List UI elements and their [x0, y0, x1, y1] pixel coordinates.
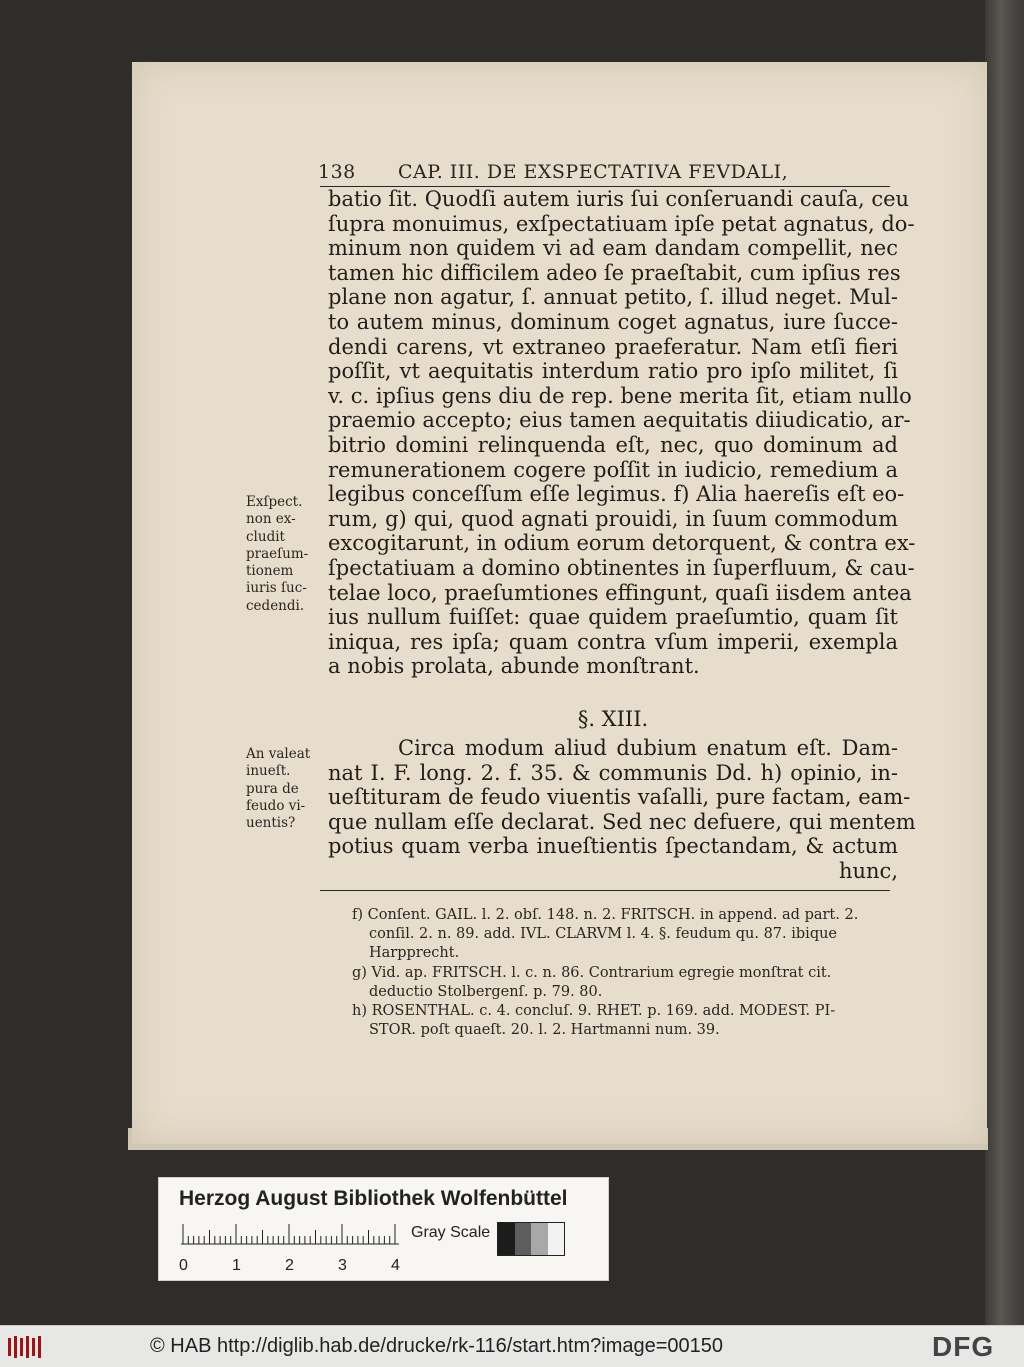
text-line: hunc,	[838, 858, 898, 883]
text-line: excogitarunt, in odium eorum detorquent, & contra ex-	[328, 531, 916, 556]
margin-note-1	[246, 494, 324, 615]
hab-logo-icon	[6, 1334, 46, 1360]
ruler-number: 4	[391, 1257, 400, 1274]
text-line: ſupra monuimus, exſpectatiuam ipſe petat agnatus, do-	[328, 211, 915, 236]
library-label-card	[158, 1177, 609, 1281]
copyright-link[interactable]: © HAB http://diglib.hab.de/drucke/rk-116/start.htm?image=00150	[150, 1335, 724, 1357]
text-line: ueſtituram de feudo viuentis vaſalli, pure factam, eam-	[328, 785, 911, 810]
footnote-line: STOR. poſt quaeſt. 20. l. 2. Hartmanni num. 39.	[369, 1022, 720, 1039]
ruler-number: 3	[338, 1257, 347, 1274]
text-line: minum non quidem vi ad eam dandam compellit, nec	[328, 236, 898, 261]
margin-note-2	[246, 746, 324, 832]
text-line: batio ſit. Quodſi autem iuris ſui conſeruandi cauſa, ceu	[328, 187, 910, 211]
text-line: legibus conceſſum eſſe legimus. f) Alia haereſis eſt eo-	[328, 482, 905, 507]
book-edge	[985, 0, 1024, 1325]
section-heading: §. XIII.	[577, 707, 649, 731]
margin-note-line: Exſpect.	[246, 494, 303, 510]
footnote-line: f) Conſent. GAIL. l. 2. obſ. 148. n. 2. FRITSCH. in append. ad part. 2.	[352, 907, 859, 923]
margin-note-line: pura de	[246, 780, 299, 797]
text-line: to autem minus, dominum coget agnatus, iure ſucce-	[328, 309, 898, 334]
text-line: v. c. ipſius gens diu de rep. bene merita ſit, etiam nullo	[328, 383, 912, 408]
margin-note-line: praeſum-	[246, 545, 309, 562]
text-line: rum, g) qui, quod agnati prouidi, in ſuum commodum	[328, 506, 898, 531]
dfg-logo: DFG	[932, 1331, 995, 1362]
gray-swatch	[498, 1223, 515, 1255]
text-line: tamen hic difficilem adeo ſe praeſtabit, cum ipſius res	[328, 260, 901, 285]
margin-note-line: inueſt.	[246, 763, 291, 780]
margin-note-line: iuris ſuc-	[246, 580, 307, 597]
margin-note-line: non ex-	[246, 511, 296, 528]
footnote-line: g) Vid. ap. FRITSCH. l. c. n. 86. Contrarium egregie monſtrat cit.	[352, 964, 832, 981]
text-line: telae loco, praeſumtiones effingunt, quaſi iisdem antea	[328, 580, 912, 605]
margin-note-line: feudo vi-	[246, 797, 306, 814]
ruler-number: 2	[285, 1257, 294, 1274]
gray-scale-label: Gray Scale	[411, 1224, 491, 1241]
text-line: bitrio domini relinquenda eſt, nec, quo dominum ad	[328, 432, 898, 457]
footnote-rule	[320, 890, 890, 891]
margin-note-line: An valeat	[246, 746, 311, 762]
margin-note-line: uentis?	[246, 815, 296, 832]
gray-swatch	[515, 1223, 532, 1255]
text-line: plane non agatur, ſ. annuat petito, ſ. illud neget. Mul-	[328, 285, 898, 310]
text-line: ius nullum fuiſſet: quae quidem praeſumtio, quam ſit	[328, 605, 898, 630]
footnote-line: Harpprecht.	[369, 945, 460, 962]
text-line: nat I. F. long. 2. f. 35. & communis Dd. h) opinio, in-	[328, 760, 898, 785]
text-line: remunerationem cogere poſſit in iudicio, remedium a	[328, 457, 898, 482]
running-header	[318, 159, 893, 185]
footnotes	[352, 906, 912, 1040]
library-name: Herzog August Bibliothek Wolfenbüttel	[179, 1187, 568, 1210]
ruler-number: 0	[179, 1257, 188, 1274]
footnote-line: deductio Stolbergenſ. p. 79. 80.	[369, 983, 603, 1000]
footnote-line: conſil. 2. n. 89. add. IVL. CLARVM l. 4. §. feudum qu. 87. ibique	[369, 926, 838, 943]
margin-note-line: cludit	[246, 528, 285, 545]
margin-note-line: cedendi.	[246, 597, 305, 614]
text-line: potius quam verba inueſtientis ſpectandam, & actum	[328, 834, 898, 859]
text-line: que nullam eſſe declarat. Sed nec defuere, qui mentem	[328, 809, 916, 834]
running-title: CAP. III. DE EXSPECTATIVA FEVDALI,	[398, 161, 789, 183]
text-line: poſſit, vt aequitatis interdum ratio pro ipſo militet, ſi	[328, 359, 898, 384]
page-number: 138	[318, 161, 356, 183]
paragraph-2	[328, 736, 916, 884]
ruler-number: 1	[232, 1257, 241, 1274]
text-line: iniqua, res ipſa; quam contra vſum imperii, exempla	[328, 629, 898, 654]
text-line: a nobis prolata, abunde monſtrant.	[328, 654, 700, 679]
paragraph-1	[328, 187, 916, 679]
gray-scale-bar	[497, 1222, 565, 1256]
footnote-line: h) ROSENTHAL. c. 4. concluſ. 9. RHET. p. 169. add. MODEST. PI-	[352, 1003, 836, 1020]
footer-bar	[0, 1325, 1024, 1367]
text-line: Circa modum aliud dubium enatum eſt. Dam-	[398, 736, 898, 760]
text-line: dendi carens, vt extraneo praeferatur. Nam etſi fieri	[328, 334, 898, 359]
ruler-scale	[181, 1222, 399, 1252]
gray-swatch	[548, 1223, 565, 1255]
text-line: ſpectatiuam a domino obtinentes in ſuperfluum, & cau-	[328, 555, 915, 580]
margin-note-line: tionem	[246, 563, 294, 580]
text-line: praemio accepto; eius tamen aequitatis diiudicatio, ar-	[328, 408, 911, 433]
gray-swatch	[531, 1223, 548, 1255]
